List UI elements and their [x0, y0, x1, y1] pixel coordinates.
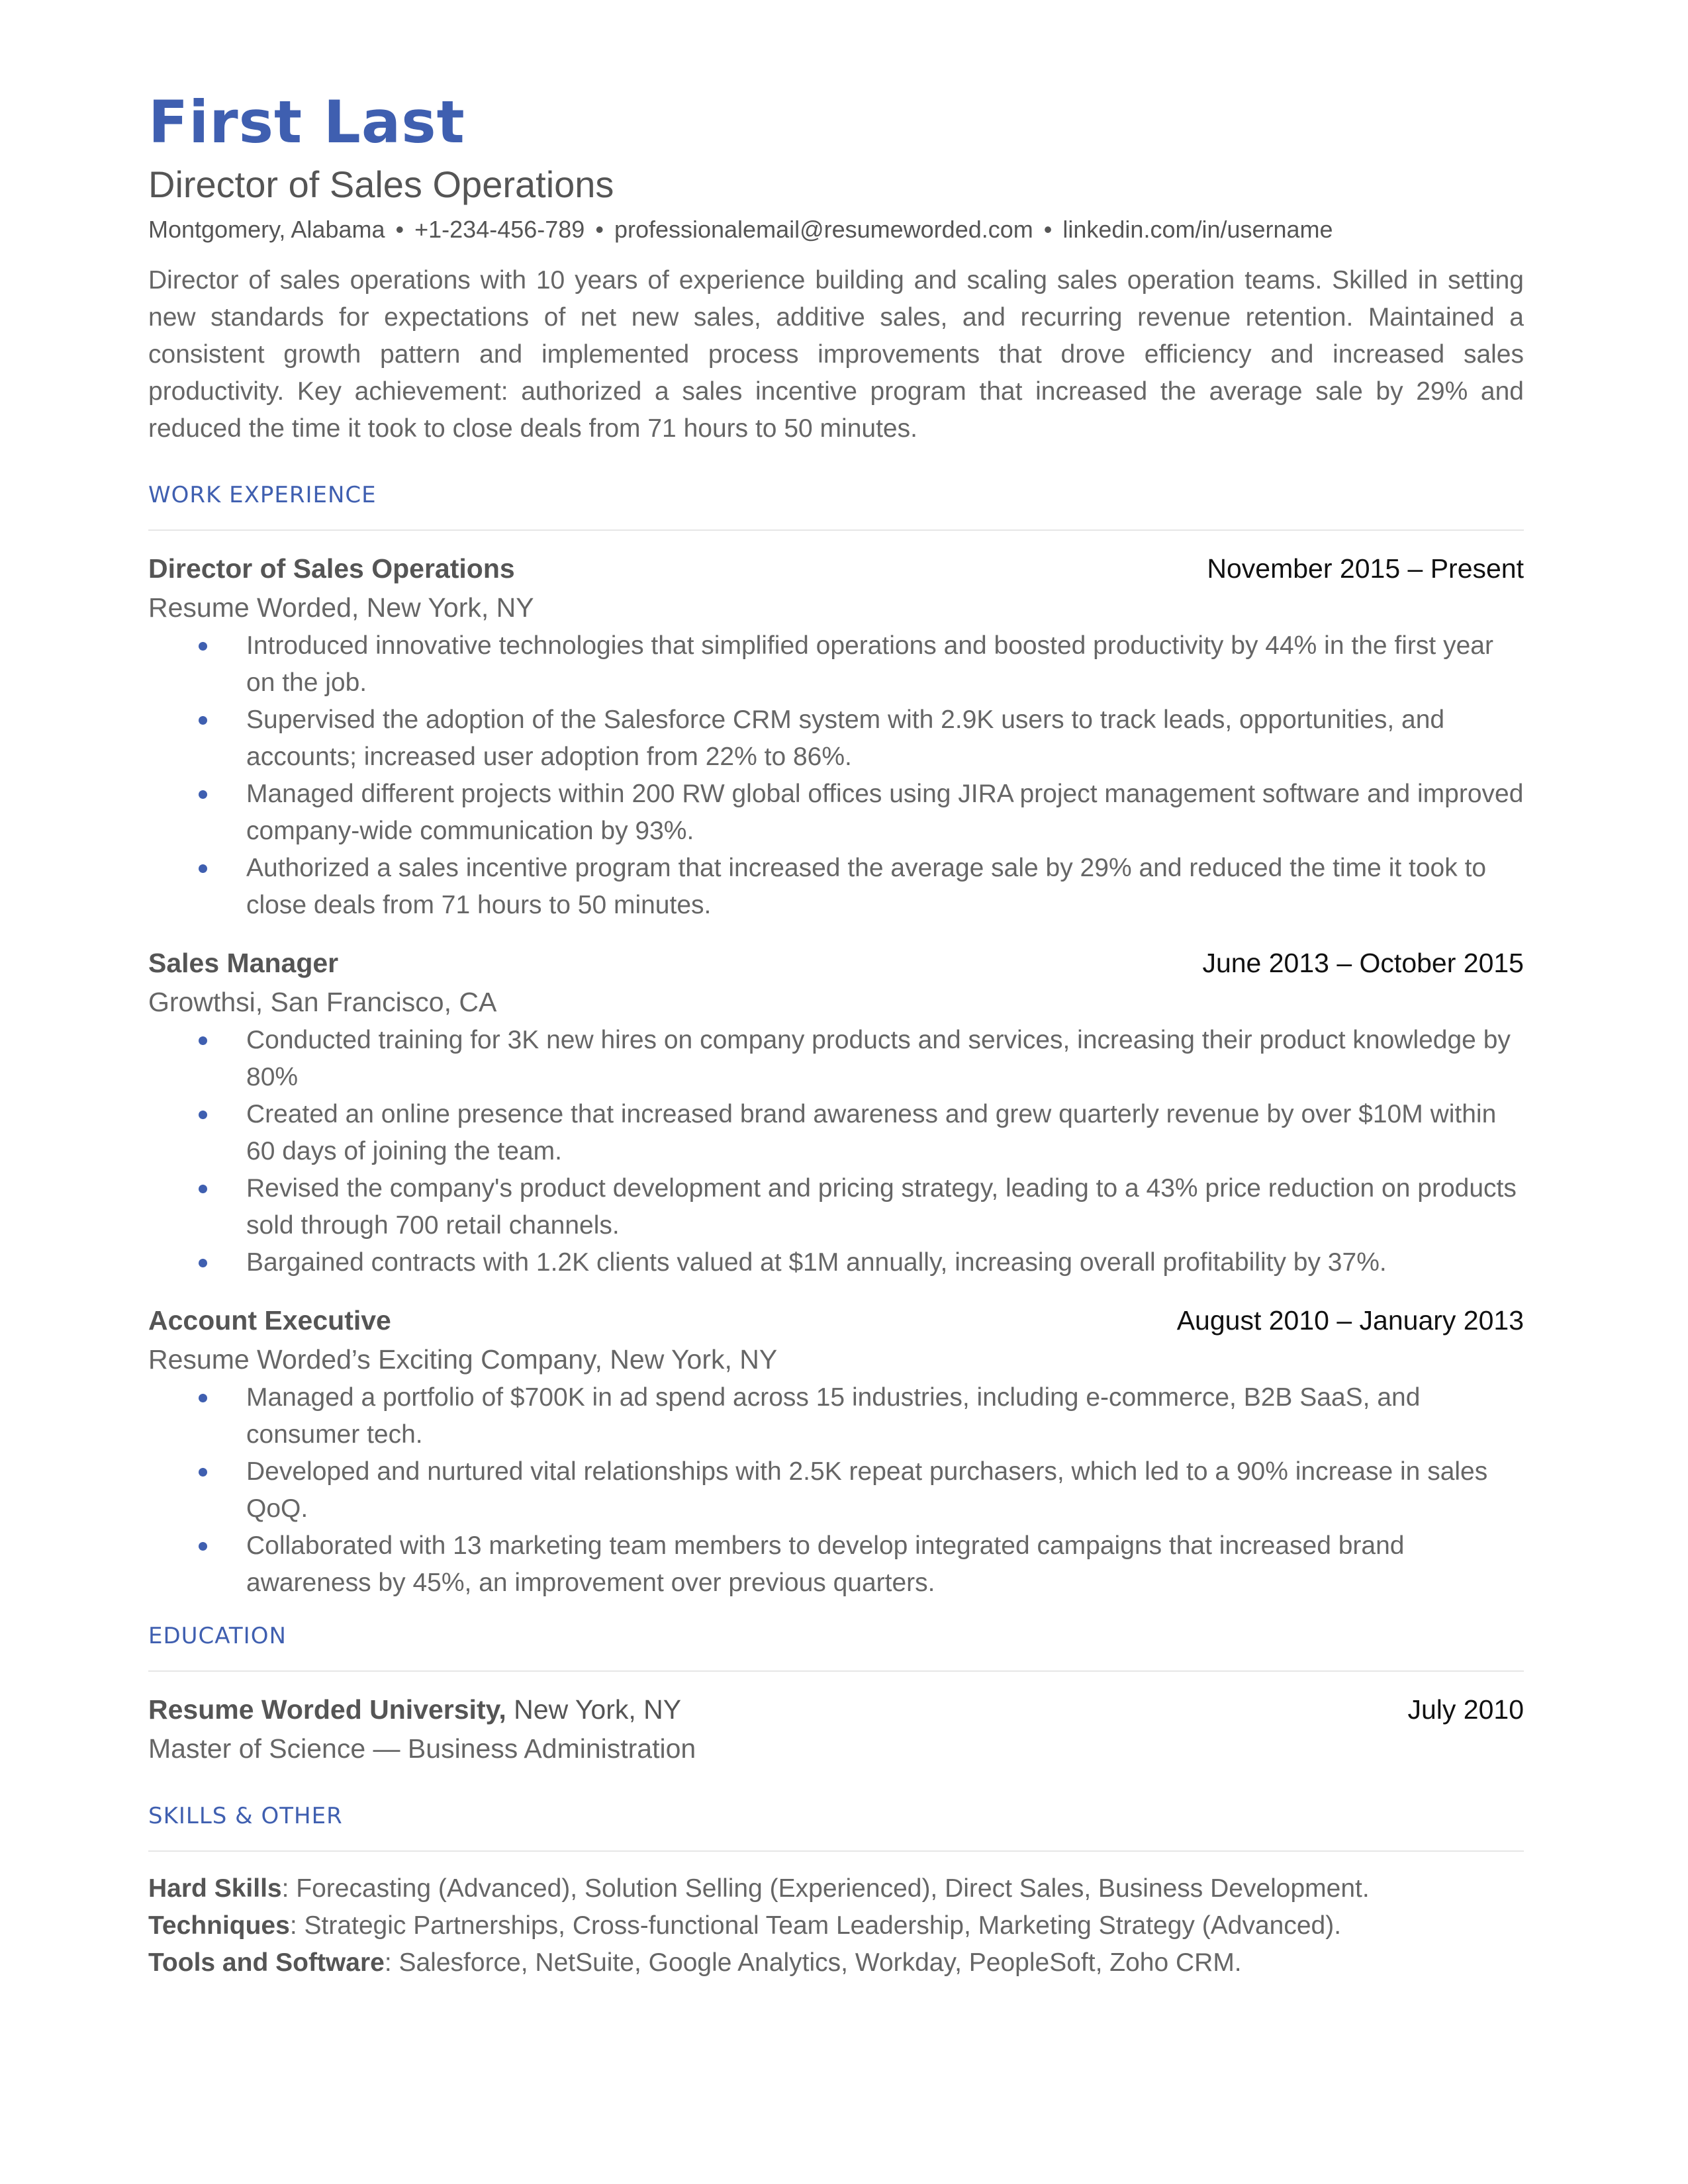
- job-bullet: [148, 1022, 1524, 1096]
- job-dates: August 2010 – January 2013: [1176, 1305, 1524, 1336]
- contact-phone: +1-234-456-789: [414, 216, 585, 243]
- contact-separator: •: [595, 216, 604, 243]
- contact-linkedin: linkedin.com/in/username: [1062, 216, 1333, 243]
- job-bullet-text: Bargained contracts with 1.2K clients valued at $1M annually, increasing overall profitability by 37%.: [246, 1248, 1387, 1277]
- job-bullet-text: Revised the company's product development and pricing strategy, leading to a 43% price reduction on products sold through 700 retail channels.: [246, 1174, 1517, 1240]
- bullet-dot-icon: [199, 1185, 207, 1193]
- job-entry: [148, 549, 1524, 924]
- job-bullet-text: Authorized a sales incentive program that increased the average sale by 29% and reduced the time it took to close deals from 71 hours to 50 minutes.: [246, 854, 1487, 919]
- education-school-line: [148, 1690, 681, 1729]
- skill-line-hard-skills: [148, 1870, 1524, 1907]
- job-bullet-text: Developed and nurtured vital relationships with 2.5K repeat purchasers, which led to a 90% increase in sales QoQ.: [246, 1457, 1488, 1523]
- job-bullet-text: Conducted training for 3K new hires on company products and services, increasing their product knowledge by 80%: [246, 1026, 1511, 1091]
- job-bullet: [148, 1096, 1524, 1170]
- job-company: Growthsi, San Francisco, CA: [148, 987, 497, 1017]
- candidate-title: Director of Sales Operations: [148, 163, 614, 205]
- bullet-dot-icon: [199, 864, 207, 873]
- job-bullet: [148, 627, 1524, 702]
- education-degree: Master of Science — Business Administration: [148, 1733, 696, 1764]
- bullet-dot-icon: [199, 1036, 207, 1045]
- section-divider: [148, 1670, 1524, 1672]
- job-dates: November 2015 – Present: [1207, 553, 1524, 584]
- professional-summary: Director of sales operations with 10 years of experience building and scaling sales operation teams. Skilled in setting new standards for expectations of net new sales, additive sales, and recurring revenue retention. Maintained a consistent growth pattern and implemented process improvements that drove efficiency and increased sales productivity. Key achievement: authorized a sales incentive program that increased the average sale by 29% and reduced the time it took to close deals from 71 hours to 50 minutes.: [148, 266, 1524, 443]
- education-location: New York, NY: [514, 1694, 682, 1725]
- job-bullet: [148, 1170, 1524, 1244]
- bullet-dot-icon: [199, 1394, 207, 1402]
- skill-text: : Salesforce, NetSuite, Google Analytics, Workday, PeopleSoft, Zoho CRM.: [384, 1948, 1242, 1977]
- job-bullet: [148, 776, 1524, 850]
- skill-label: Hard Skills: [148, 1874, 282, 1903]
- job-bullets: [148, 627, 1524, 924]
- job-header-row: [148, 1301, 1524, 1340]
- job-header-row: [148, 944, 1524, 982]
- skills-section: [148, 1801, 1524, 1981]
- contact-line: [148, 213, 1524, 246]
- contact-location: Montgomery, Alabama: [148, 216, 385, 243]
- job-title: Director of Sales Operations: [148, 553, 515, 584]
- education-school: Resume Worded University,: [148, 1694, 506, 1725]
- job-header-row: [148, 549, 1524, 588]
- skill-label: Tools and Software: [148, 1948, 385, 1977]
- skill-line-techniques: [148, 1907, 1524, 1944]
- bullet-dot-icon: [199, 790, 207, 799]
- job-bullet: [148, 1379, 1524, 1453]
- bullet-dot-icon: [199, 1542, 207, 1551]
- section-heading-education: EDUCATION: [148, 1623, 287, 1649]
- skill-text: : Forecasting (Advanced), Solution Selling (Experienced), Direct Sales, Business Development.: [281, 1874, 1370, 1903]
- skill-text: : Strategic Partnerships, Cross-functional Team Leadership, Marketing Strategy (Advanced).: [289, 1911, 1342, 1940]
- job-company: Resume Worded’s Exciting Company, New York, NY: [148, 1344, 778, 1375]
- job-bullet: [148, 702, 1524, 776]
- job-bullet-text: Introduced innovative technologies that simplified operations and boosted productivity by 44% in the first year on the job.: [246, 631, 1493, 697]
- education-section: [148, 1621, 1524, 1768]
- section-heading-work: WORK EXPERIENCE: [148, 482, 377, 508]
- job-title: Sales Manager: [148, 948, 339, 978]
- job-list: [148, 549, 1524, 1602]
- job-entry: [148, 944, 1524, 1281]
- job-bullet: [148, 1453, 1524, 1527]
- skill-label: Techniques: [148, 1911, 290, 1940]
- job-bullet-text: Managed different projects within 200 RW global offices using JIRA project management software and improved company-wide communication by 93%.: [246, 780, 1524, 845]
- skill-line-tools: [148, 1944, 1524, 1981]
- job-bullet: [148, 1527, 1524, 1602]
- resume-header: [148, 86, 1524, 246]
- job-bullet-text: Supervised the adoption of the Salesforce CRM system with 2.9K users to track leads, opportunities, and accounts; increased user adoption from 22% to 86%.: [246, 705, 1445, 771]
- job-bullet-text: Collaborated with 13 marketing team members to develop integrated campaigns that increased brand awareness by 45%, an improvement over previous quarters.: [246, 1531, 1405, 1597]
- candidate-name: First Last: [148, 88, 465, 156]
- job-company: Resume Worded, New York, NY: [148, 592, 534, 623]
- contact-separator: •: [1043, 216, 1053, 243]
- job-bullet-text: Created an online presence that increased brand awareness and grew quarterly revenue by over $10M within 60 days of joining the team.: [246, 1100, 1497, 1165]
- resume-page: [148, 86, 1524, 1981]
- work-experience-section: [148, 480, 1524, 1602]
- bullet-dot-icon: [199, 642, 207, 651]
- contact-separator: •: [395, 216, 404, 243]
- job-bullet: [148, 850, 1524, 924]
- job-bullet-text: Managed a portfolio of $700K in ad spend across 15 industries, including e-commerce, B2B SaaS, and consumer tech.: [246, 1383, 1421, 1449]
- job-bullet: [148, 1244, 1524, 1281]
- job-entry: [148, 1301, 1524, 1602]
- education-row: [148, 1690, 1524, 1729]
- contact-email: professionalemail@resumeworded.com: [614, 216, 1033, 243]
- bullet-dot-icon: [199, 1468, 207, 1477]
- section-divider: [148, 1850, 1524, 1852]
- job-bullets: [148, 1022, 1524, 1281]
- bullet-dot-icon: [199, 1111, 207, 1119]
- job-title: Account Executive: [148, 1305, 391, 1336]
- education-date: July 2010: [1407, 1694, 1524, 1725]
- bullet-dot-icon: [199, 716, 207, 725]
- bullet-dot-icon: [199, 1259, 207, 1267]
- job-dates: June 2013 – October 2015: [1202, 948, 1524, 978]
- section-heading-skills: SKILLS & OTHER: [148, 1803, 343, 1829]
- section-divider: [148, 529, 1524, 531]
- job-bullets: [148, 1379, 1524, 1602]
